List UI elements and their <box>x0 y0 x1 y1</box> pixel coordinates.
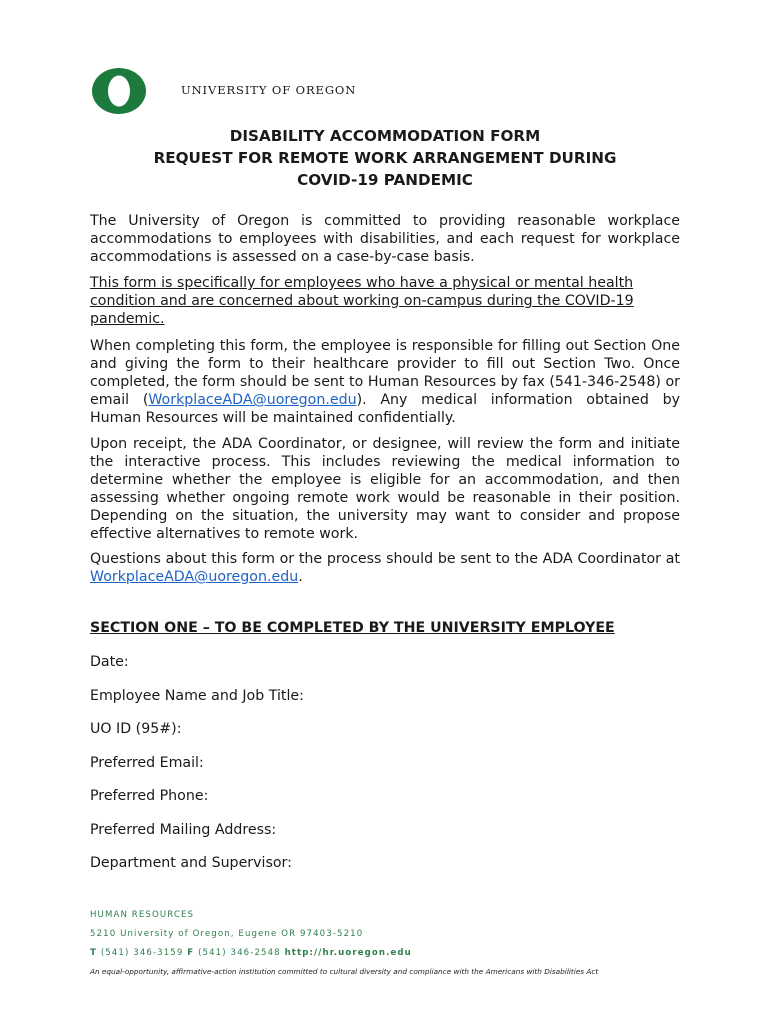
title-line-1: DISABILITY ACCOMMODATION FORM <box>229 127 541 145</box>
questions-text: Questions about this form or the process should be sent to the ADA Coordinator at <box>90 551 680 567</box>
footer-department: HUMAN RESOURCES <box>90 910 195 920</box>
footer-fax: (541) 346-2548 <box>198 948 281 958</box>
footer-phone: (541) 346-3159 <box>100 948 184 958</box>
questions-text-end: . <box>298 569 303 585</box>
organization-name: UNIVERSITY OF OREGON <box>181 83 357 97</box>
footer-url[interactable]: http://hr.uoregon.edu <box>284 948 412 958</box>
form-title <box>90 125 680 191</box>
title-line-3: COVID-19 PANDEMIC <box>297 171 473 189</box>
footer-address: 5210 University of Oregon, Eugene OR 97403-5210 <box>90 929 364 939</box>
name-title-field-label: Employee Name and Job Title: <box>90 688 304 704</box>
instructions-text: When completing this form, the employee is responsible for filling out Section One and giving the form to their healthcare provider to fill out Section Two. Once completed, the form should be sent to Human Resources by fax (541-346-2548) or email ( <box>90 338 680 408</box>
uo-id-field-label: UO ID (95#): <box>90 721 182 737</box>
phone-label: T <box>90 948 97 958</box>
department-field-label: Department and Supervisor: <box>90 855 292 871</box>
questions-paragraph <box>90 550 680 586</box>
section-one-heading: SECTION ONE – TO BE COMPLETED BY THE UNIVERSITY EMPLOYEE <box>90 620 615 636</box>
intro-paragraph: The University of Oregon is committed to providing reasonable workplace accommodations to employees with disabilities, and each request for workplace accommodations is assessed on a case-by-case basis. <box>90 213 680 265</box>
university-o-logo-icon <box>90 66 148 116</box>
title-line-2: REQUEST FOR REMOTE WORK ARRANGEMENT DURING <box>153 149 617 167</box>
fax-label: F <box>187 948 195 958</box>
mailing-address-field-label: Preferred Mailing Address: <box>90 822 277 838</box>
email-field-label: Preferred Email: <box>90 755 204 771</box>
instructions-text-end: ). Any medical information obtained by Human Resources will be maintained confidentially. <box>90 392 681 426</box>
phone-field-label: Preferred Phone: <box>90 788 209 804</box>
eligibility-note: This form is specifically for employees who have a physical or mental health condition and are concerned about working on-campus during the COVID-19 pandemic. <box>90 275 634 327</box>
footer-contact <box>90 948 690 958</box>
date-field-label: Date: <box>90 654 129 670</box>
instructions-paragraph <box>90 337 680 427</box>
email-link[interactable]: WorkplaceADA@uoregon.edu <box>148 392 357 408</box>
process-paragraph: Upon receipt, the ADA Coordinator, or designee, will review the form and initiate the interactive process. This includes reviewing the medical information to determine whether the employee is eligible for an accommodation, and then assessing whether ongoing remote work would be reasonable in their position. Depending on the situation, the university may want to consider and propose effective alternatives to remote work. <box>90 436 680 542</box>
contact-email-link[interactable]: WorkplaceADA@uoregon.edu <box>90 569 299 585</box>
equal-opportunity-statement: An equal-opportunity, affirmative-action institution committed to cultural diversity and compliance with the Americans with Disabilities Act <box>90 967 599 976</box>
